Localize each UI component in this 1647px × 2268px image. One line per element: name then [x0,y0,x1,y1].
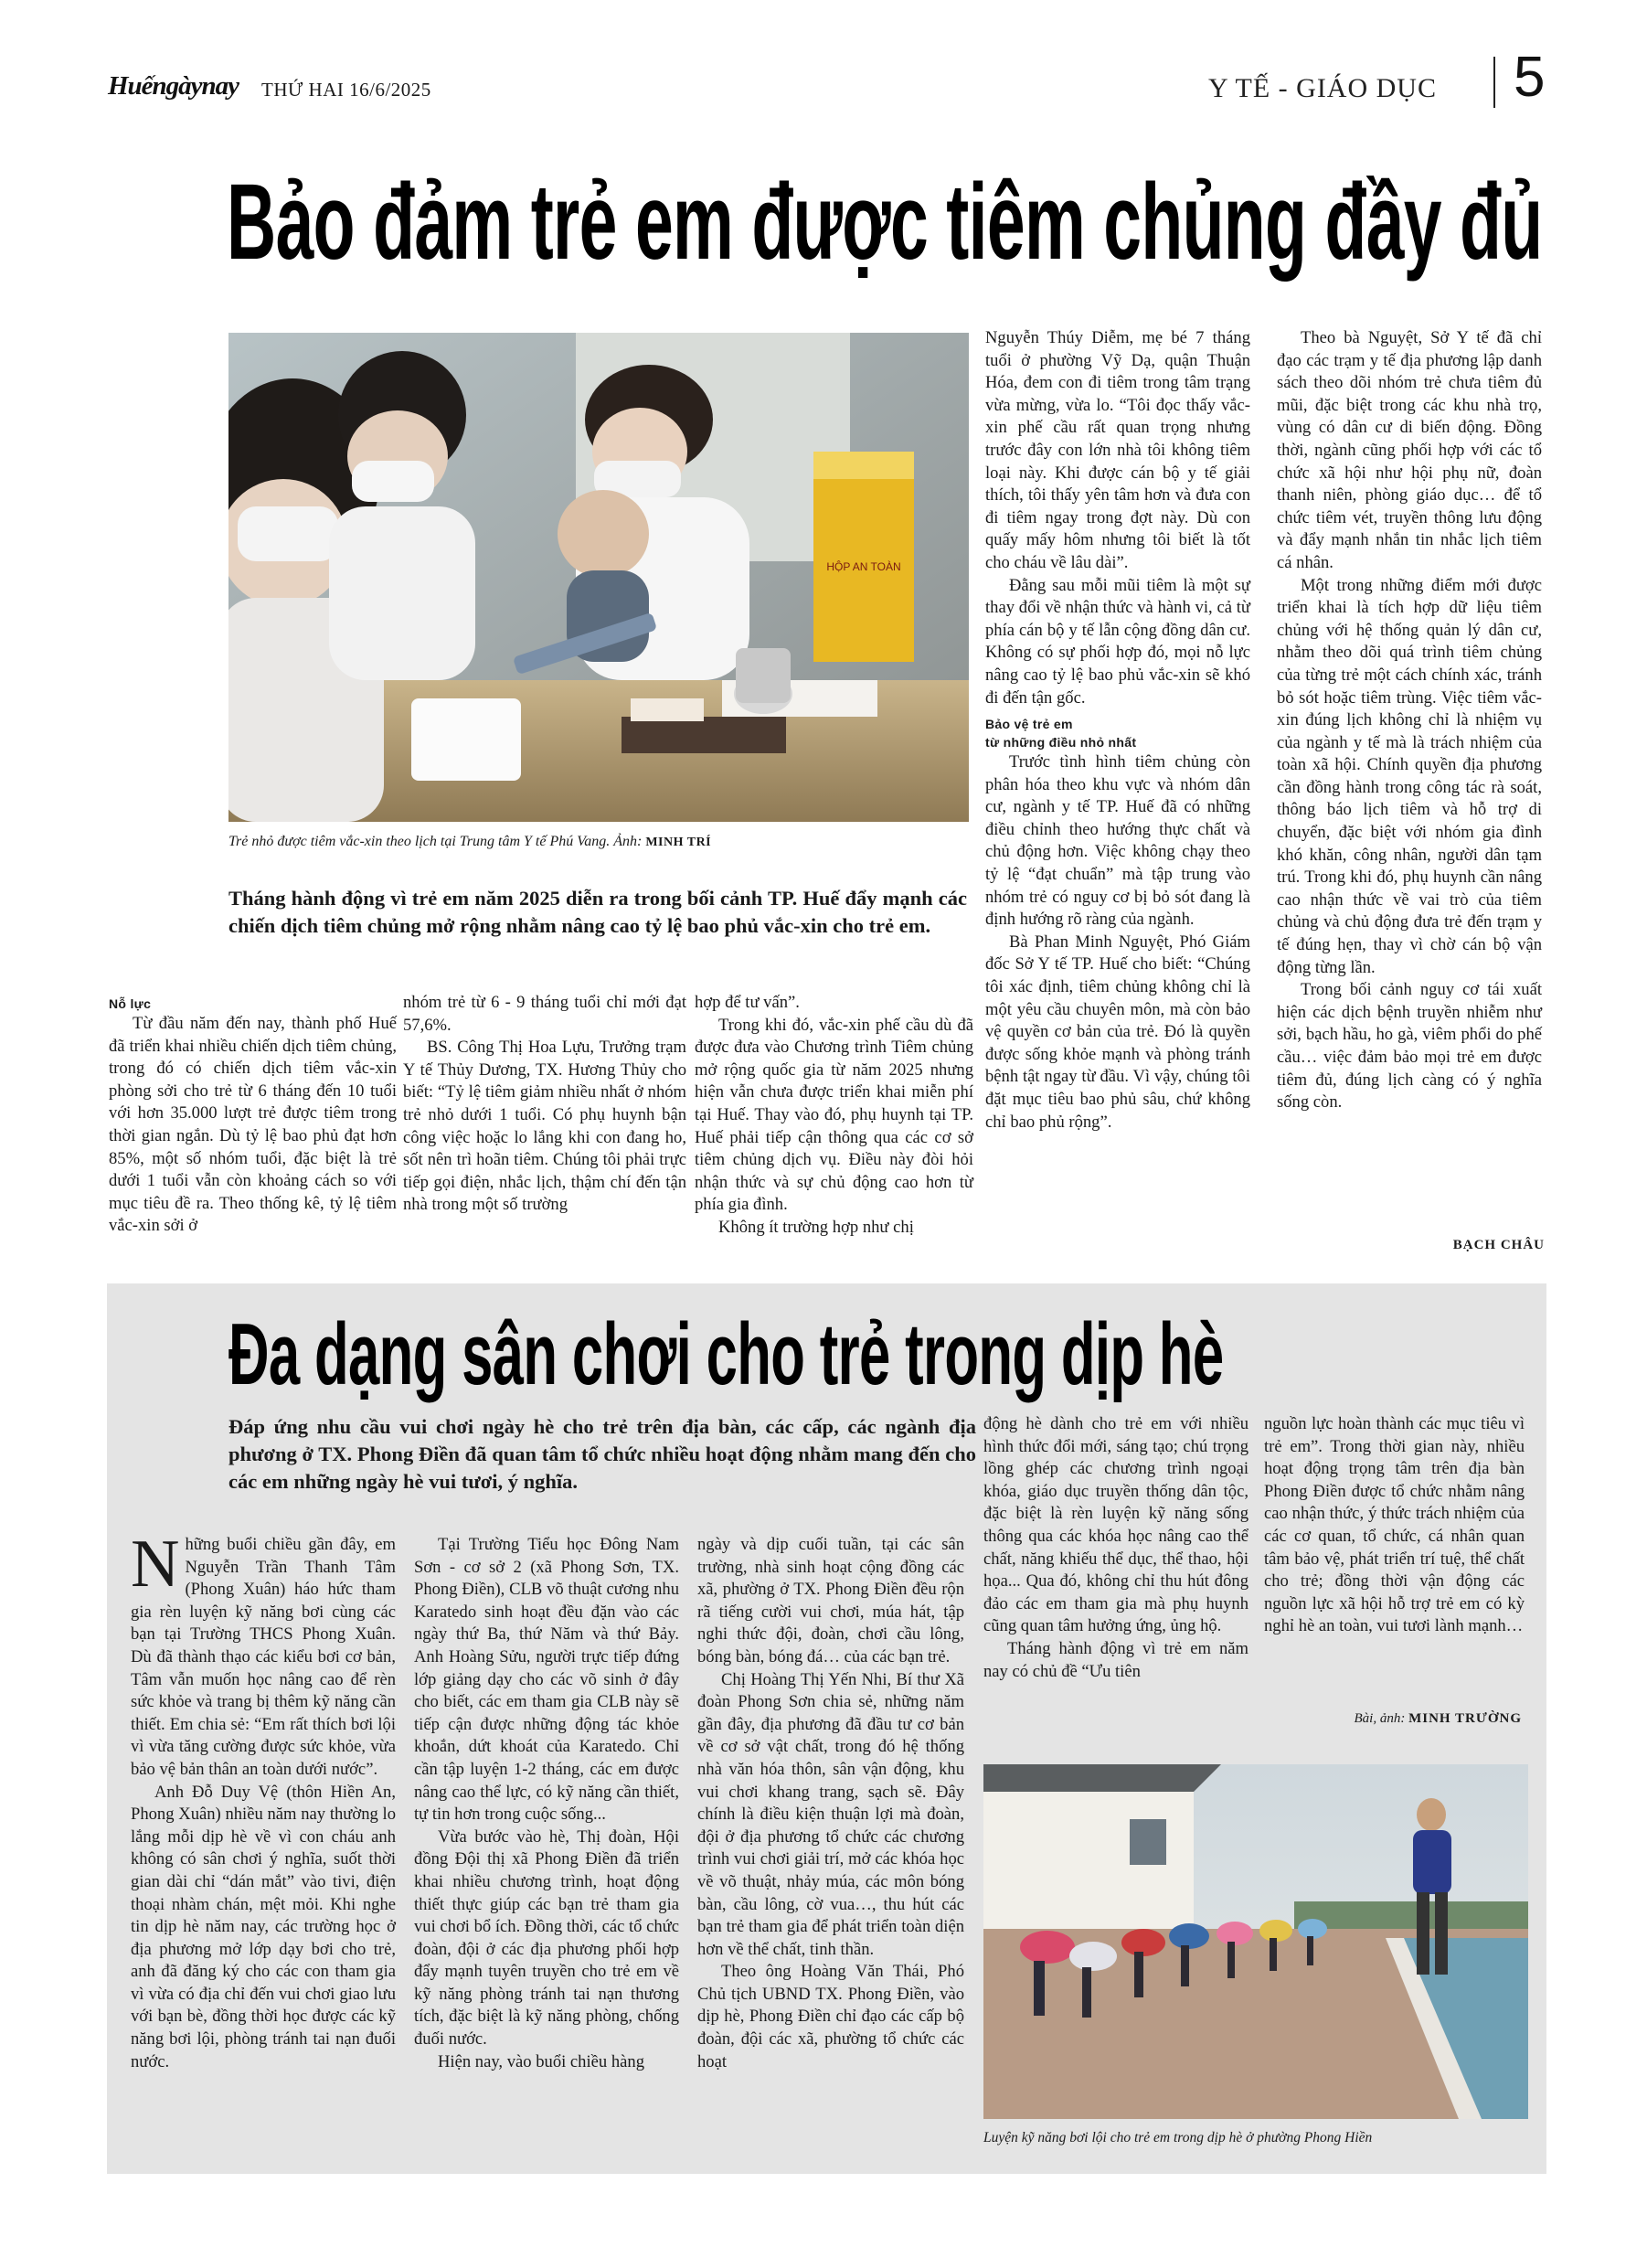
article2-byline-name: MINH TRƯỜNG [1408,1711,1522,1726]
article2-paragraph: ngày và dịp cuối tuần, tại các sân trường, nhà sinh hoạt cộng đồng các xã, phường ở TX. Phong Điền đều rộn rã tiếng cười vui chơi, múa hát, tập nghi thức đội, đoàn, chơi cầu lông, bóng bàn, bóng đá… của các bạn trẻ. [697,1535,964,1666]
article1-paragraph: nhóm trẻ từ 6 - 9 tháng tuổi chỉ mới đạt 57,6%. [403,993,686,1035]
article1-paragraph: BS. Công Thị Hoa Lựu, Trưởng trạm Y tế Thủy Dương, TX. Hương Thủy cho biết: “Tỷ lệ tiêm giảm nhiều nhất ở nhóm trẻ nhỏ dưới 1 tuổi. Có phụ huynh bận công việc hoặc lo lắng khi con đang ho, sốt nên trì hoãn tiêm. Chúng tôi phải trực tiếp gọi điện, nhắc lịch, thậm chí đến tận nhà trong một số trường [403,1038,686,1215]
article2-column-2 [414,1534,679,2073]
article1-headline: Bảo đảm trẻ em được tiêm chủng đầy đủ [227,162,1543,282]
article2-column-1 [131,1527,396,2073]
article2-sapo: Đáp ứng nhu cầu vui chơi ngày hè cho trẻ trên địa bàn, các cấp, các ngành địa phương ở TX. Phong Điền đã quan tâm tổ chức nhiều hoạt động nhằm mang đến cho các em những ngày hè vui tươi, ý nghĩa. [228,1415,976,1493]
article1-paragraph: Đằng sau mỗi mũi tiêm là một sự thay đổi về nhận thức và hành vi, cả từ phía cán bộ y tế lẫn cộng đồng dân cư. Không có sự phối hợp đó, mọi nỗ lực nâng cao tỷ lệ bao phủ vắc-xin sẽ khó đi đến tận gốc. [985,575,1250,708]
article2-headline: Đa dạng sân chơi cho trẻ trong dịp hè [228,1305,1224,1403]
article1-paragraph: Trước tình hình tiêm chủng còn phân hóa theo khu vực và nhóm dân cư, ngành y tế TP. Huế đã có những điều chỉnh theo hướng thực chất và chủ động hơn. Việc không chạy theo tỷ lệ “đạt chuẩn” mà tập trung vào nhóm trẻ có nguy cơ bị bỏ sót đang là định hướng rõ ràng của ngành. [985,752,1250,930]
article2-paragraph: Tại Trường Tiểu học Đông Nam Sơn - cơ sở 2 (xã Phong Sơn, TX. Phong Điền), CLB võ thuật cương nhu Karatedo sinh hoạt đều đặn vào các ngày thứ Ba, thứ Năm và thứ Bảy. Anh Hoàng Sửu, người trực tiếp đứng lớp giảng dạy cho các võ sinh ở đây cho biết, các em tham gia CLB này sẽ tiếp cận được những động tác khỏe khoắn, dứt khoát của Karatedo. Chỉ cần tập luyện 1-2 tháng, các em được nâng cao thể lực, có kỹ năng cần thiết, tự tin hơn trong cuộc sống... [414,1535,679,1825]
article2-paragraph: động hè dành cho trẻ em với nhiều hình thức đổi mới, sáng tạo; chú trọng lồng ghép các chương trình ngoại khóa, giáo dục truyền thống dân tộc, đặc biệt là rèn luyện kỹ năng sống thông qua các khóa học nâng cao thể chất, năng khiếu thể dục, thể thao, hội họa... Qua đó, không chỉ thu hút đông đảo các em tham gia mà phụ huynh cũng quan tâm hưởng ứng, ủng hộ. [983,1414,1249,1636]
article1-paragraph: Trong khi đó, vắc-xin phế cầu dù đã được đưa vào Chương trình Tiêm chủng mở rộng quốc gia từ năm 2025 nhưng hiện vẫn chưa được triển khai miễn phí tại Huế. Thay vào đó, phụ huynh tại TP. Huế phải tiếp cận thông qua các cơ sở tiêm chủng dịch vụ. Điều này đòi hỏi nhận thức và sự chủ động cao hơn từ phía gia đình. [695,1015,973,1215]
article2-paragraph: Theo ông Hoàng Văn Thái, Phó Chủ tịch UBND TX. Phong Điền, vào dịp hè, Phong Điền chỉ đạo các cấp bộ đoàn, đội các xã, phường tổ chức các hoạt [697,1962,964,2071]
article1-photo [228,333,969,822]
article1-paragraph: Một trong những điểm mới được triển khai là tích hợp dữ liệu tiêm chủng với hệ thống quản lý dân cư, nhằm theo dõi quá trình tiêm chủng của từng trẻ một cách chính xác, tránh bỏ sót hoặc tiêm trùng. Việc tiêm vắc-xin đúng lịch không chỉ là nhiệm vụ của ngành y tế mà là trách nhiệm của toàn xã hội. Chính quyền địa phương cần đồng hành trong công tác rà soát, thông báo lịch tiêm và hỗ trợ di chuyển, đặc biệt với nhóm gia đình khó khăn, công nhân, người dân tạm trú. Trong khi đó, phụ huynh cần nâng cao nhận thức về vai trò của tiêm chủng và chủ động đưa trẻ đến trạm y tế đúng hẹn, thay vì chờ cán bộ vận động từng lần. [1277,575,1542,977]
article1-paragraph: hợp để tư vấn”. [695,993,800,1012]
article1-paragraph: Từ đầu năm đến nay, thành phố Huế đã triển khai nhiều chiến dịch tiêm chủng, trong đó có chiến dịch tiêm vắc-xin phòng sởi cho trẻ từ 6 tháng đến 10 tuổi với hơn 35.000 lượt trẻ được tiêm trong thời gian ngắn. Dù tỷ lệ bao phủ đạt hơn 85%, một số nhóm tuổi, đặc biệt là trẻ dưới 1 tuổi vẫn còn khoảng cách so với mục tiêu đề ra. Theo thống kê, tỷ lệ tiêm vắc-xin sởi ở [109,1014,397,1236]
masthead-logo: Huếngàynay [108,71,239,101]
header-divider [1493,57,1495,108]
article2-column-4 [983,1413,1249,1683]
article2-byline-prefix: Bài, ảnh: [1354,1711,1409,1726]
article2-byline [1261,1711,1522,1727]
article2-paragraph: Tháng hành động vì trẻ em năm nay có chủ đề “Ưu tiên [983,1638,1249,1681]
article1-subhead-effort: Nỗ lực [109,996,152,1011]
article1-column-5 [1277,327,1542,1114]
article1-column-4 [985,327,1250,1134]
drop-cap: N [131,1527,180,1602]
sharps-box-label: HỘP AN TOÀN [826,560,901,573]
article1-subhead-protect-2: từ những điều nhỏ nhất [985,735,1137,751]
article1-paragraph: Bà Phan Minh Nguyệt, Phó Giám đốc Sở Y tế TP. Huế cho biết: “Chúng tôi xác định, tiêm chủng không chỉ là một yêu cầu chuyên môn, mà còn bảo vệ quyền cơ bản của trẻ. Đó là quyền được sống khỏe mạnh và phòng tránh bệnh tật ngay từ đầu. Vì vậy, chúng tôi đặt mục tiêu bao phủ sâu, chứ không chỉ bao phủ rộng”. [985,932,1250,1132]
article2-paragraph: nguồn lực hoàn thành các mục tiêu vì trẻ em”. Trong thời gian này, nhiều hoạt động trọng tâm trên địa bàn Phong Điền được tổ chức nhằm nâng cao nhận thức, ý thức trách nhiệm của các cơ quan, tổ chức, cá nhân quan tâm bảo vệ, phát triển trí tuệ, thể chất cho trẻ; đồng thời vận động các nguồn lực xã hội hỗ trợ trẻ em có kỳ nghỉ hè an toàn, vui tươi lành mạnh… [1264,1414,1525,1636]
article1-caption-text: Trẻ nhỏ được tiêm vắc-xin theo lịch tại Trung tâm Y tế Phú Vang. Ảnh: [228,834,646,849]
article2-column-5 [1264,1413,1525,1638]
article1-paragraph: Theo bà Nguyệt, Sở Y tế đã chỉ đạo các trạm y tế địa phương lập danh sách theo dõi nhóm trẻ chưa tiêm đủ mũi, đặc biệt trong các khu nhà trọ, vùng có dân cư di biến động. Đồng thời, ngành cũng phối hợp với các tổ chức xã hội như hội phụ nữ, đoàn thanh niên, phòng giáo dục… để tổ chức tiêm vét, truyền thông lưu động và đẩy mạnh nhắn tin nhắc lịch tiêm cá nhân. [1277,328,1542,572]
article1-subhead-protect-1: Bảo vệ trẻ em [985,717,1073,732]
article2-photo [983,1764,1528,2119]
article1-column-1 [109,995,397,1238]
article1-column-2 [403,992,686,1217]
article2-column-3 [697,1534,964,2073]
article2-photo-caption: Luyện kỹ năng bơi lội cho trẻ em trong dịp hè ở phường Phong Hiền [983,2130,1373,2146]
article1-byline: BẠCH CHÂU [1452,1238,1545,1252]
article1-photo-caption [228,832,969,853]
article1-sapo: Tháng hành động vì trẻ em năm 2025 diễn ra trong bối cảnh TP. Huế đẩy mạnh các chiến dịch tiêm chủng mở rộng nhằm nâng cao tỷ lệ bao phủ vắc-xin cho trẻ em. [228,887,967,937]
article1-paragraph: Trong bối cảnh nguy cơ tái xuất hiện các dịch bệnh truyền nhiễm như sởi, bạch hầu, ho gà, viêm phổi do phế cầu… việc đảm bảo mọi trẻ em được tiêm đủ, đúng lịch càng có ý nghĩa sống còn. [1277,980,1542,1113]
article2-paragraph: Chị Hoàng Thị Yến Nhi, Bí thư Xã đoàn Phong Sơn chia sẻ, những năm gần đây, địa phương đã đầu tư cơ bản về cơ sở vật chất, trong đó hệ thống nhà văn hóa thôn, sân vận động, khu vui chơi khang trang, sạch sẽ. Đây chính là điều kiện thuận lợi mà đoàn, đội ở địa phương tổ chức các chương trình vui chơi giải trí, mở các khóa học về võ thuật, nhảy múa, các môn bóng bàn, cầu lông, cờ vua…, thu hút các bạn trẻ tham gia để phát triển toàn diện hơn về thể chất, tinh thần. [697,1669,964,1959]
article1-column-3 [695,992,973,1240]
section-name: Y TẾ - GIÁO DỤC [1208,73,1437,103]
article2-paragraph: Anh Đỗ Duy Vệ (thôn Hiền An, Phong Xuân) nhiều năm nay thường lo lắng mỗi dịp hè về vì con cháu anh không có sân chơi ý nghĩa, suốt thời gian dài chỉ “dán mắt” vào tivi, điện thoại nhàm chán, mệt mỏi. Khi nghe tin dịp hè năm nay, các trường học ở địa phương mở lớp dạy bơi cho trẻ, anh đã đăng ký cho các con tham gia vì vừa có địa chỉ đến vui chơi giao lưu với bạn bè, đồng thời học được các kỹ năng bơi lội, phòng tránh tai nạn đuối nước. [131,1782,396,2071]
page-number: 5 [1514,46,1546,109]
article2-paragraph: Hiện nay, vào buổi chiều hàng [438,2051,644,2071]
article2-paragraph: Vừa bước vào hè, Thị đoàn, Hội đồng Đội thị xã Phong Điền đã triển khai nhiều chương trình, hoạt động thiết thực giúp các bạn trẻ tham gia vui chơi bổ ích. Đồng thời, các tổ chức đoàn, đội ở các địa phương phối hợp đẩy mạnh tuyên truyền cho trẻ em về kỹ năng phòng tránh tai nạn thương tích, đặc biệt là kỹ năng phòng, chống đuối nước. [414,1826,679,2050]
issue-date: THỨ HAI 16/6/2025 [261,79,431,101]
article1-paragraph: Không ít trường hợp như chị [718,1217,914,1237]
article2-paragraph: hững buổi chiều gần đây, em Nguyễn Trần Thanh Tâm (Phong Xuân) háo hức tham gia rèn luyện kỹ năng bơi cùng các bạn tại Trường THCS Phong Xuân. Dù đã thành thạo các kiểu bơi cơ bản, Tâm vẫn muốn học nâng cao để rèn sức khỏe và trang bị thêm kỹ năng cần thiết. Em chia sẻ: “Em rất thích bơi lội vì vừa tăng cường được sức khỏe, vừa bảo vệ bản thân an toàn dưới nước”. [131,1535,396,1779]
article1-paragraph: Nguyễn Thúy Diễm, mẹ bé 7 tháng tuổi ở phường Vỹ Dạ, quận Thuận Hóa, đem con đi tiêm trong tâm trạng vừa mừng, vừa lo. “Tôi đọc thấy vắc-xin phế cầu rất quan trọng nhưng trước đây con lớn nhà tôi không tiêm loại này. Khi được cán bộ y tế giải thích, tôi thấy yên tâm hơn và đưa con đi tiêm ngay trong đợt này. Dù con quấy mấy hôm nhưng tôi biết là tốt cho cháu về lâu dài”. [985,328,1250,572]
article1-photo-credit: MINH TRÍ [645,836,712,849]
